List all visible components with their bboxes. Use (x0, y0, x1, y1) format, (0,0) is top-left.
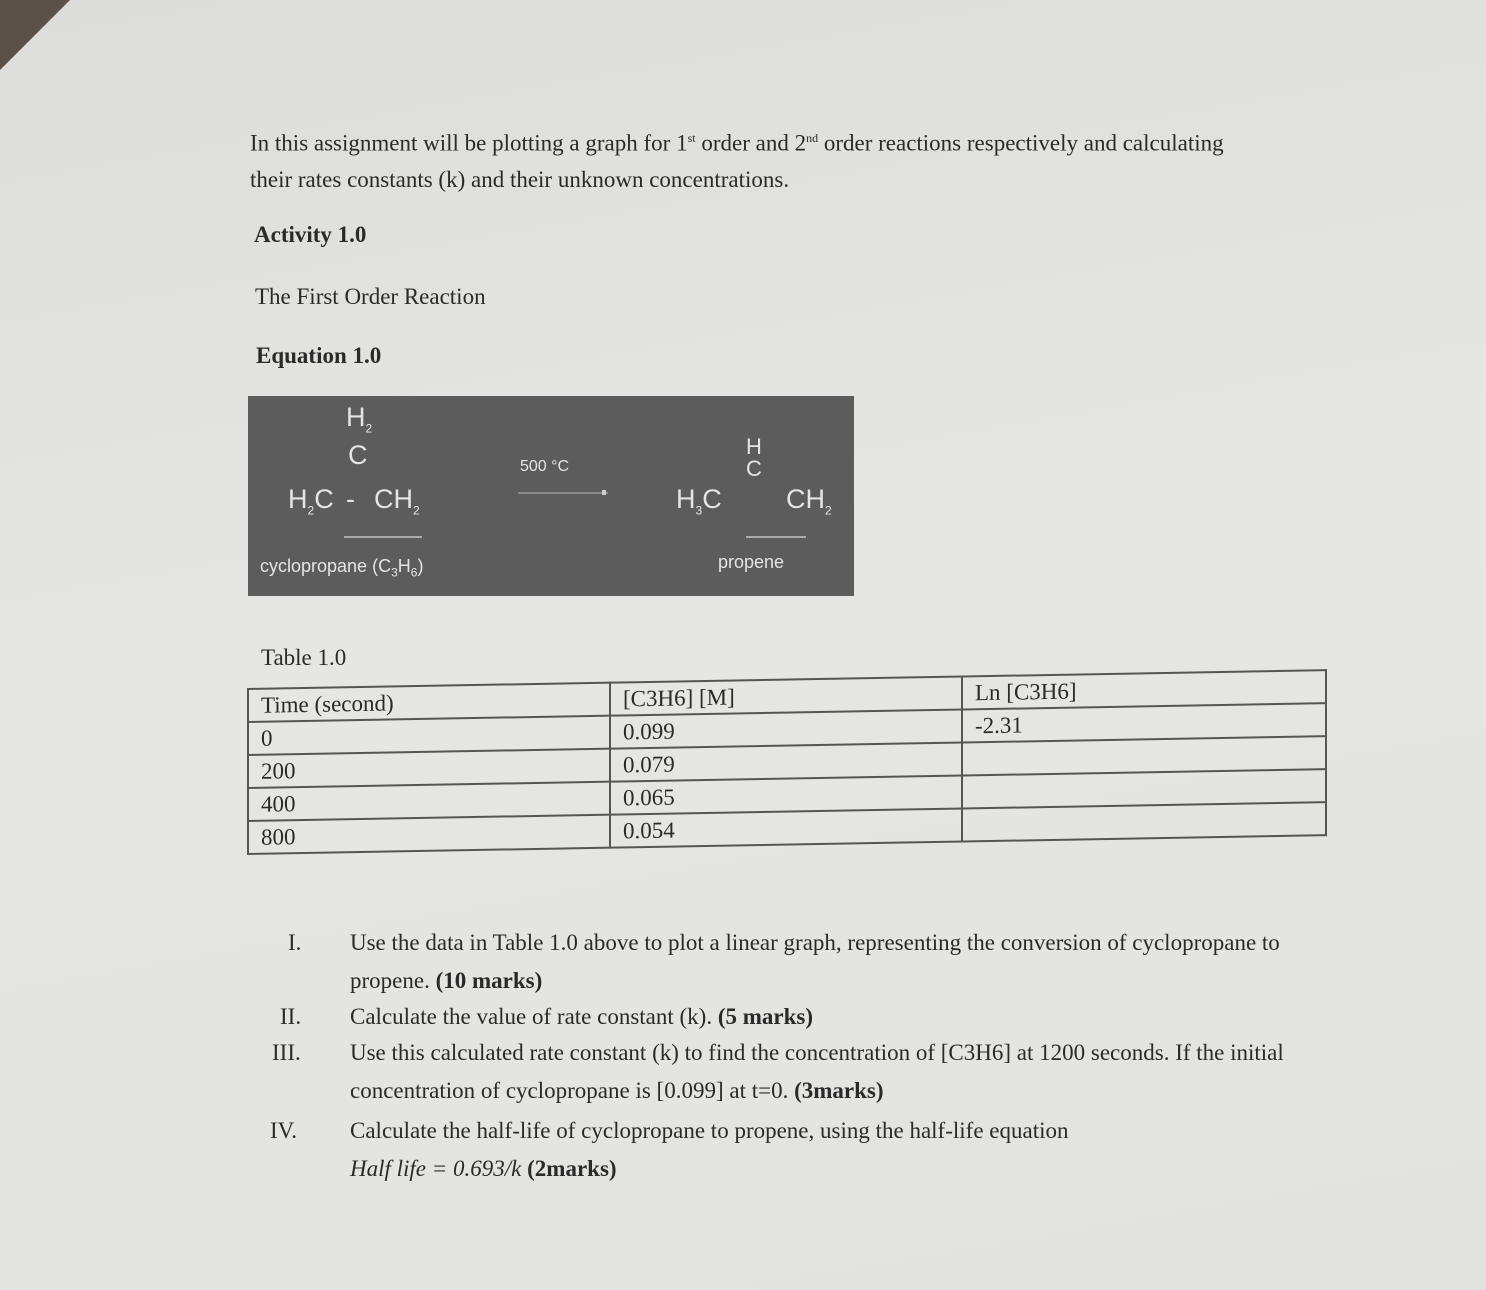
header-ln-concentration: Ln [C3H6] (962, 670, 1326, 709)
header-time: Time (second) (248, 683, 610, 722)
table-cell: -2.31 (962, 703, 1326, 742)
question-text: Use this calculated rate constant (k) to find the concentration of [C3H6] at 1200 seconds. If the initial concentration of cyclopropane is [0.099] at t=0. (3marks) (350, 1040, 1284, 1103)
reactant-left: $H_2C$ (288, 484, 334, 518)
data-table (247, 669, 1327, 855)
reaction-condition: 500 °C (520, 458, 570, 475)
intro-text-c: order reactions respectively and calculating their rates constants (k) and their unknown concentrations. (250, 130, 1224, 192)
product-left: $H_3C$ (676, 484, 722, 518)
question-text: Calculate the half-life of cyclopropane to propene, using the half-life equation Half life = 0.693/k (2marks) (350, 1118, 1069, 1181)
table-cell: 0.054 (610, 809, 962, 848)
reactant-underline (344, 536, 422, 538)
product-underline (746, 536, 806, 538)
intro-text-a: In this assignment will be plotting a graph for 1 (250, 130, 688, 156)
question-text: Calculate the value of rate constant (k). (5 marks) (350, 1004, 814, 1029)
subtitle: The First Order Reaction (255, 284, 486, 309)
question-number: I. (288, 930, 302, 955)
question-marks: (5 marks) (717, 1004, 814, 1029)
question-number: IV. (270, 1118, 298, 1143)
question-marks: (3marks) (794, 1078, 884, 1103)
reaction-arrow-line (518, 492, 608, 494)
intro-sup-2: nd (806, 131, 819, 145)
question-item (262, 924, 1312, 1004)
intro-text-b: order and 2 (695, 130, 807, 156)
intro-paragraph (250, 120, 1260, 198)
reactant-top-h: $H_2$ (346, 402, 373, 436)
reactant-bond: - (346, 484, 355, 514)
reactant-right: $CH_2$ (374, 484, 420, 518)
reaction-scheme (248, 396, 854, 596)
reactant-name: cyclopropane $(C_3H_6)$ (260, 556, 424, 580)
table-caption: Table 1.0 (261, 645, 347, 670)
table-cell: 200 (248, 749, 610, 788)
reaction-arrow-head (602, 490, 606, 495)
reactant-top-c: C (348, 440, 368, 470)
activity-heading: Activity 1.0 (254, 222, 367, 247)
product-name: propene (718, 552, 785, 572)
table-cell: 0.099 (610, 710, 962, 749)
header-concentration: [C3H6] [M] (610, 677, 962, 716)
equation-heading: Equation 1.0 (256, 343, 382, 368)
question-text: Use the data in Table 1.0 above to plot a linear graph, representing the conversion of cyclopropane to propene. (10 marks) (350, 930, 1280, 993)
product-mid: H C (746, 434, 762, 481)
table-cell: 0.079 (610, 743, 962, 782)
table-cell: 800 (248, 815, 610, 854)
table-cell (962, 802, 1326, 841)
product-right: $CH_2$ (786, 484, 832, 518)
table-cell: 0.065 (610, 776, 962, 815)
table-cell: 0 (248, 716, 610, 755)
intro-sup-1: st (687, 131, 696, 145)
table-cell: 400 (248, 782, 610, 821)
background-corner (0, 0, 70, 70)
question-marks: (2marks) (527, 1156, 617, 1181)
half-life-formula: Half life = 0.693/k (350, 1156, 522, 1181)
question-item (262, 998, 1312, 1038)
question-number: II. (280, 1004, 302, 1029)
question-item (262, 1112, 1312, 1192)
question-item (262, 1034, 1312, 1114)
question-number: III. (272, 1040, 301, 1065)
question-marks: (10 marks) (435, 968, 543, 993)
